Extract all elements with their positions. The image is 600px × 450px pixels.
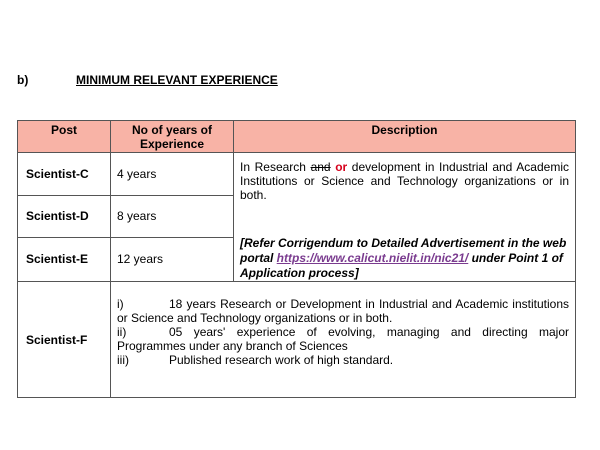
struck-word: and	[310, 160, 331, 174]
years-cell: 12 years	[111, 237, 234, 281]
corrigendum-link[interactable]: https://www.calicut.nielit.in/nic21/	[276, 251, 469, 265]
experience-table	[17, 120, 576, 398]
section-label: b)	[17, 73, 29, 87]
table-header-row	[18, 121, 576, 153]
table-row	[18, 282, 576, 398]
post-cell: Scientist-F	[18, 282, 111, 398]
years-cell: 4 years	[111, 153, 234, 196]
corrected-word: or	[330, 160, 348, 174]
header-years: No of years of Experience	[111, 121, 234, 153]
post-cell: Scientist-D	[18, 196, 111, 238]
list-item: iii) Published research work of high standard.	[117, 353, 394, 367]
list-item: i) 18 years Research or Development in Industrial and Academic institutions or Science and Technology organizations or in both.	[117, 297, 569, 325]
corrigendum-reference: [Refer Corrigendum to Detailed Advertisement in the web portal https://www.calicut.nielit.in/nic21/ under Point 1 of Application process]	[240, 236, 567, 280]
table-row	[18, 153, 576, 196]
section-title: MINIMUM RELEVANT EXPERIENCE	[76, 73, 278, 87]
description-text: In Research and or development in Industrial and Academic Institutions or Science and Technology organizations or in both.	[240, 160, 569, 202]
header-post: Post	[18, 121, 111, 153]
description-cell	[111, 282, 576, 398]
header-description: Description	[234, 121, 576, 153]
post-cell: Scientist-E	[18, 237, 111, 281]
years-cell: 8 years	[111, 196, 234, 238]
post-cell: Scientist-C	[18, 153, 111, 196]
description-cell	[234, 153, 576, 282]
list-item: ii) 05 years' experience of evolving, managing and directing major Programmes under any branch of Sciences	[117, 325, 569, 353]
